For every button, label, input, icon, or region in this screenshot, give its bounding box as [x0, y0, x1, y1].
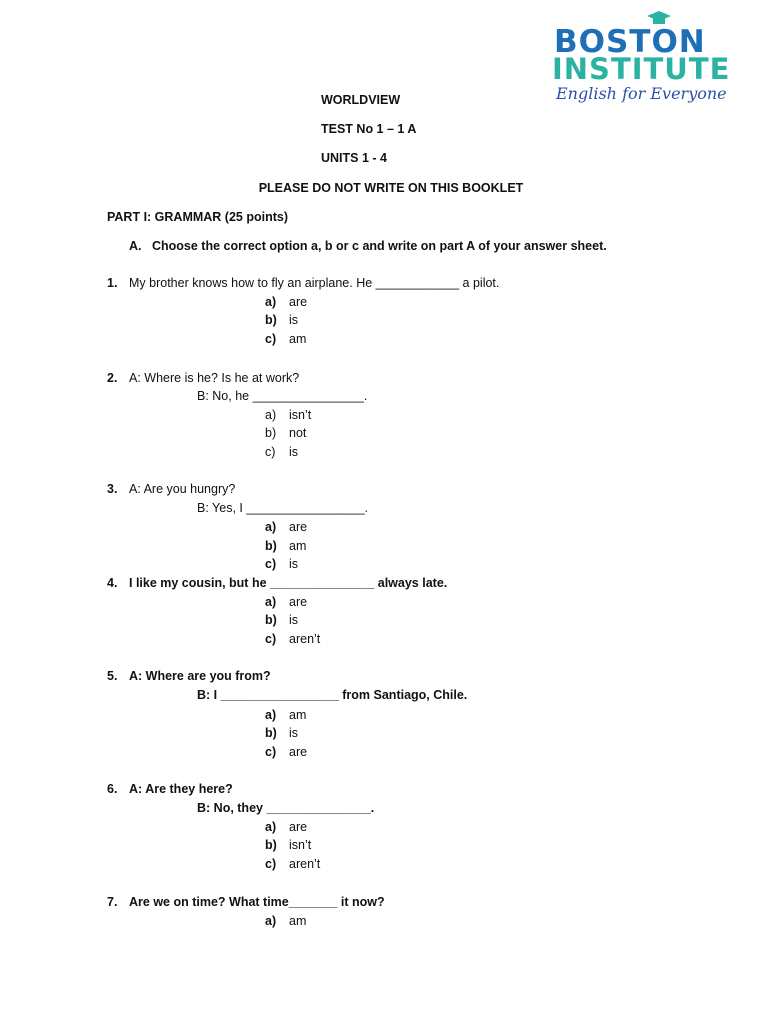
logo-text-institute: INSTITUTE — [552, 52, 731, 86]
option-c: c) is — [265, 557, 299, 571]
option-c: c) are — [265, 745, 308, 759]
question-response-line: B: No, they _______________. — [197, 801, 375, 815]
option-b: b) is — [265, 726, 299, 740]
option-c: c) aren’t — [265, 632, 321, 646]
option-a: a) are — [265, 595, 308, 609]
question-text: A: Where is he? Is he at work? — [129, 371, 300, 385]
option-a: a) am — [265, 708, 307, 722]
question-text: Are we on time? What time_______ it now? — [129, 895, 385, 909]
booklet-notice: PLEASE DO NOT WRITE ON THIS BOOKLET — [258, 181, 524, 195]
option-a: a) are — [265, 520, 308, 534]
option-b: b) am — [265, 539, 307, 553]
part-title: PART I: GRAMMAR (25 points) — [107, 210, 289, 224]
section-letter: A. — [129, 239, 142, 253]
test-number: TEST No 1 – 1 A — [321, 122, 417, 136]
option-a: a) am — [265, 914, 307, 928]
question-number: 1. — [107, 276, 118, 290]
question-text: A: Are you hungry? — [129, 482, 236, 496]
question-number: 6. — [107, 782, 118, 796]
question-number: 4. — [107, 576, 118, 590]
logo-text-boston: BOSTON — [554, 24, 706, 60]
question-number: 2. — [107, 371, 118, 385]
question-response-line: B: Yes, I _________________. — [197, 501, 368, 515]
option-b: b) is — [265, 313, 299, 327]
question-text: A: Where are you from? — [129, 669, 271, 683]
question-text: A: Are they here? — [129, 782, 233, 796]
question-text: My brother knows how to fly an airplane. He ____________ a pilot. — [129, 276, 500, 290]
section-instruction: Choose the correct option a, b or c and write on part A of your answer sheet. — [152, 239, 607, 253]
boston-institute-logo — [548, 10, 738, 110]
logo-tagline: English for Everyone — [556, 84, 727, 103]
question-response-line: B: I _________________ from Santiago, Chile. — [197, 688, 468, 702]
document-title: WORLDVIEW — [321, 93, 401, 107]
units-range: UNITS 1 - 4 — [321, 151, 387, 165]
question-number: 5. — [107, 669, 118, 683]
question-number: 7. — [107, 895, 118, 909]
question-text: I like my cousin, but he _______________ always late. — [129, 576, 448, 590]
question-response-line: B: No, he ________________. — [197, 389, 368, 403]
option-a: a) are — [265, 295, 308, 309]
option-b: b) not — [265, 426, 307, 440]
option-c: c) am — [265, 332, 307, 346]
option-a: a) isn’t — [265, 408, 312, 422]
question-number: 3. — [107, 482, 118, 496]
option-a: a) are — [265, 820, 308, 834]
option-b: b) is — [265, 613, 299, 627]
option-b: b) isn’t — [265, 838, 312, 852]
option-c: c) aren’t — [265, 857, 321, 871]
option-c: c) is — [265, 445, 299, 459]
